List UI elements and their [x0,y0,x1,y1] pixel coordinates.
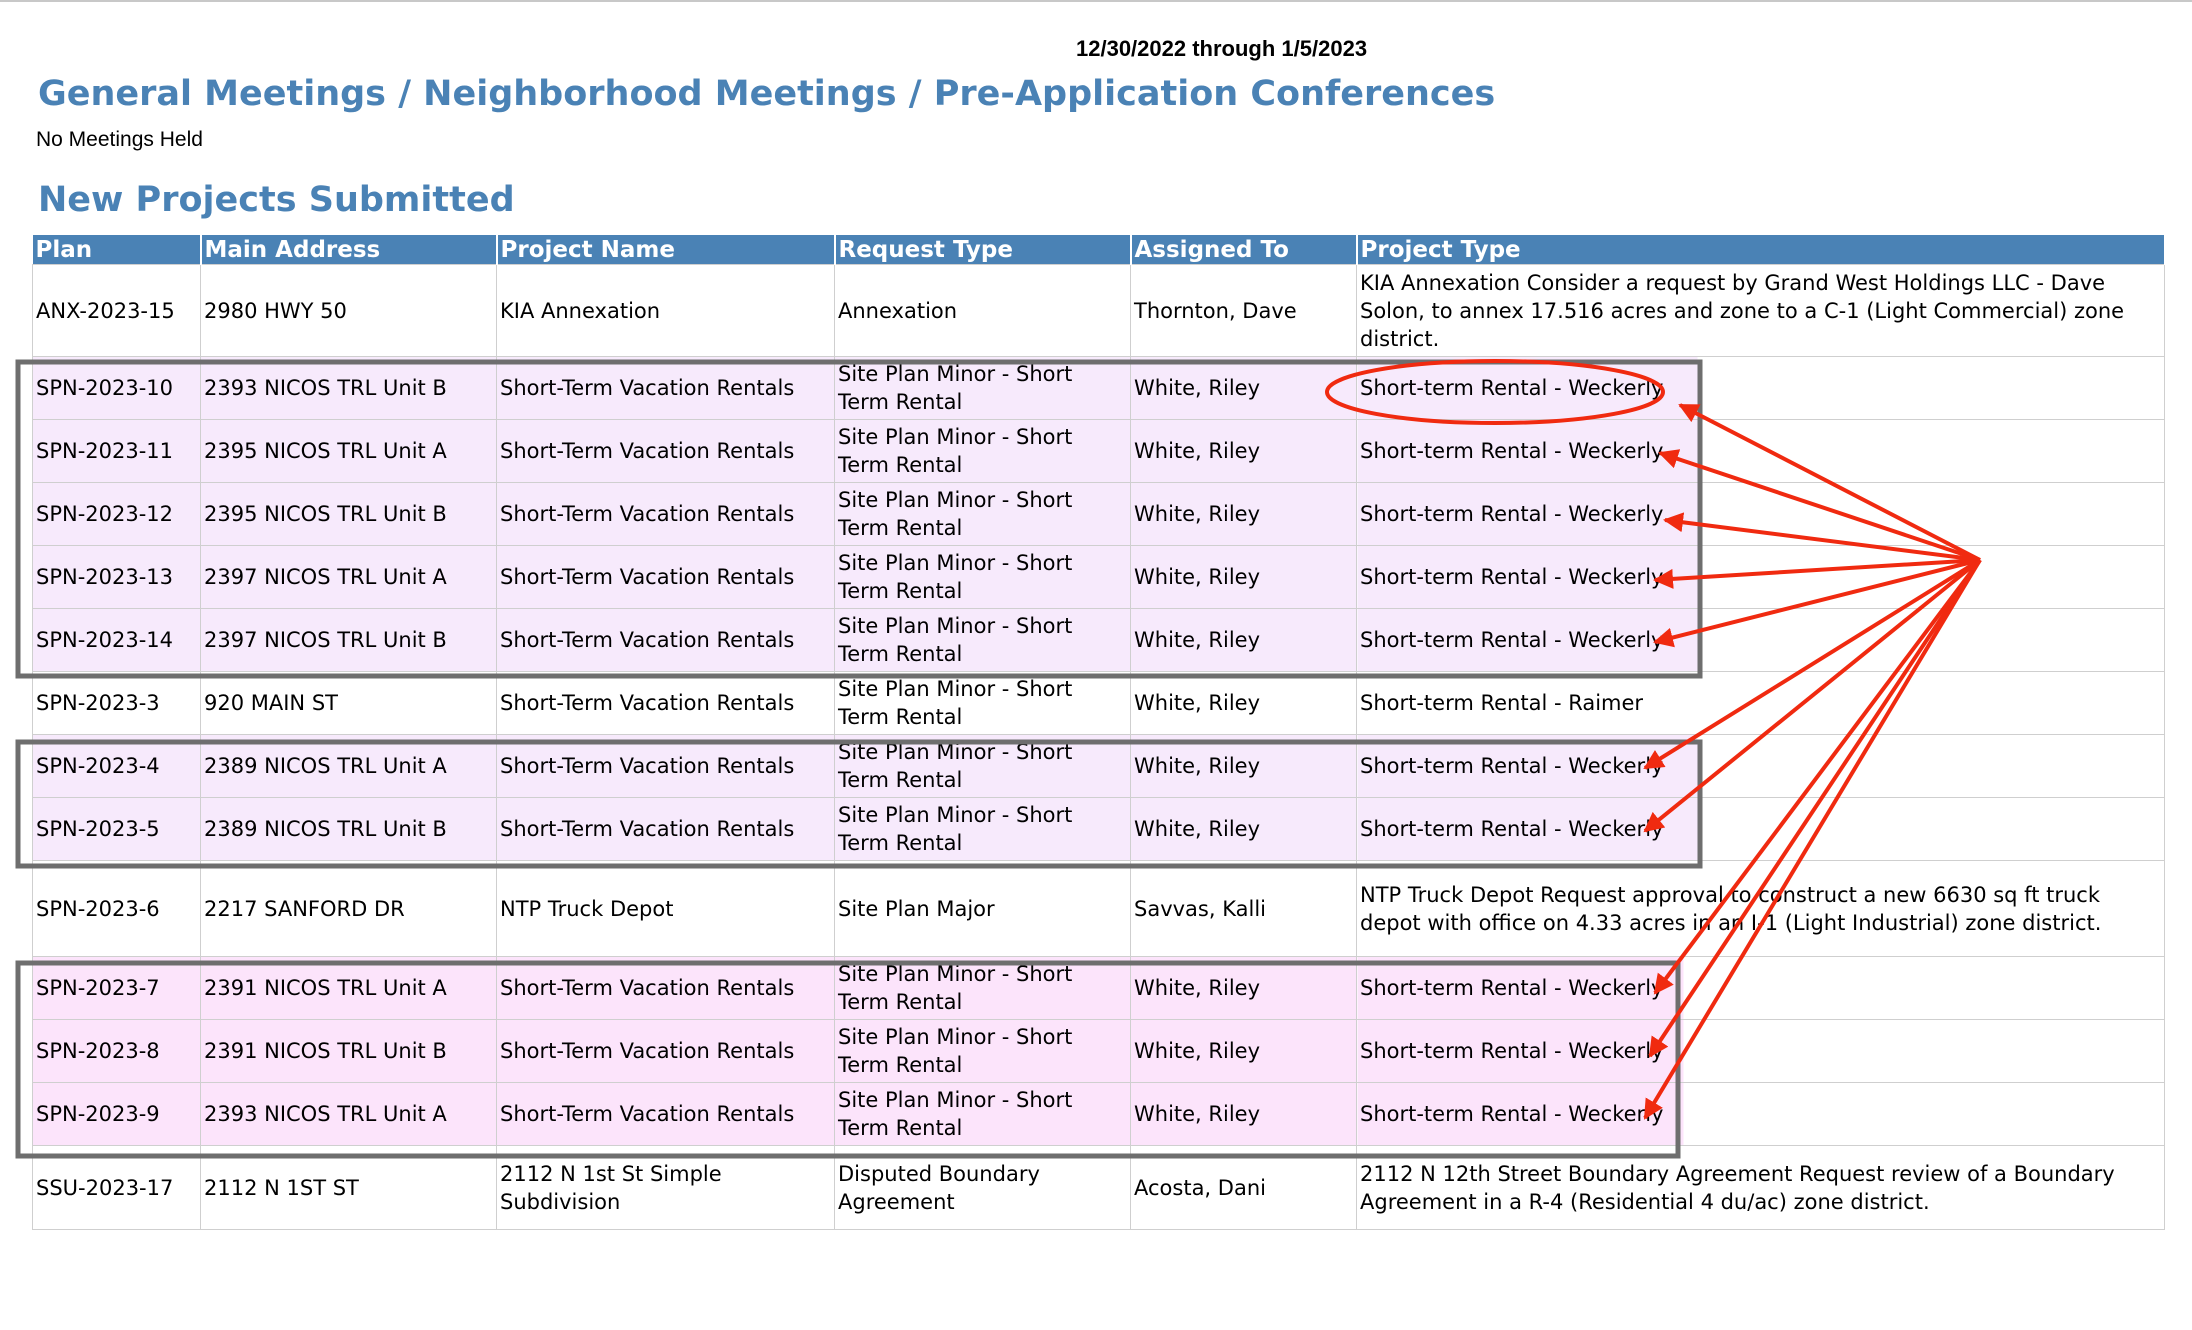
plan-cell: SPN-2023-3 [33,672,201,735]
request-type-cell: Site Plan Minor - Short Term Rental [835,1020,1131,1083]
project-type-cell: Short-term Rental - Weckerly [1357,483,2165,546]
project-name-cell: Short-Term Vacation Rentals [497,609,835,672]
address-cell: 2395 NICOS TRL Unit B [201,483,497,546]
assigned-to-cell: White, Riley [1131,1020,1357,1083]
assigned-to-cell: White, Riley [1131,798,1357,861]
table-row [33,1146,2165,1230]
address-cell: 2397 NICOS TRL Unit B [201,609,497,672]
address-cell: 2391 NICOS TRL Unit A [201,957,497,1020]
project-name-cell: Short-Term Vacation Rentals [497,546,835,609]
request-type-cell: Site Plan Minor - Short Term Rental [835,735,1131,798]
project-type-cell: Short-term Rental - Weckerly [1357,1020,2165,1083]
project-type-cell: Short-term Rental - Raimer [1357,672,2165,735]
address-cell: 2217 SANFORD DR [201,861,497,957]
plan-cell: ANX-2023-15 [33,265,201,357]
project-name-cell: Short-Term Vacation Rentals [497,483,835,546]
project-type-cell: NTP Truck Depot Request approval to construct a new 6630 sq ft truck depot with office on 4.33 acres in an I-1 (Light Industrial) zone district. [1357,861,2165,957]
address-cell: 2397 NICOS TRL Unit A [201,546,497,609]
assigned-to-cell: White, Riley [1131,609,1357,672]
project-name-cell: NTP Truck Depot [497,861,835,957]
plan-cell: SPN-2023-4 [33,735,201,798]
address-cell: 2391 NICOS TRL Unit B [201,1020,497,1083]
request-type-cell: Site Plan Minor - Short Term Rental [835,546,1131,609]
request-type-cell: Site Plan Minor - Short Term Rental [835,609,1131,672]
col-project-name: Project Name [497,235,835,265]
col-plan: Plan [33,235,201,265]
meetings-heading: General Meetings / Neighborhood Meetings / Pre-Application Conferences [38,74,1496,114]
project-type-cell: Short-term Rental - Weckerly [1357,420,2165,483]
request-type-cell: Site Plan Minor - Short Term Rental [835,483,1131,546]
project-name-cell: Short-Term Vacation Rentals [497,1020,835,1083]
meetings-note: No Meetings Held [36,128,203,151]
table-row [33,798,2165,861]
address-cell: 2395 NICOS TRL Unit A [201,420,497,483]
date-range: 12/30/2022 through 1/5/2023 [1076,36,1368,61]
table-row [33,265,2165,357]
projects-heading: New Projects Submitted [38,180,515,220]
table-row [33,1083,2165,1146]
table-row [33,1020,2165,1083]
project-type-cell: Short-term Rental - Weckerly [1357,546,2165,609]
project-name-cell: Short-Term Vacation Rentals [497,1083,835,1146]
table-row [33,735,2165,798]
request-type-cell: Site Plan Minor - Short Term Rental [835,1083,1131,1146]
project-type-cell: Short-term Rental - Weckerly [1357,957,2165,1020]
assigned-to-cell: White, Riley [1131,546,1357,609]
project-type-cell: KIA Annexation Consider a request by Grand West Holdings LLC - Dave Solon, to annex 17.516 acres and zone to a C-1 (Light Commercial) zone district. [1357,265,2165,357]
table-row [33,483,2165,546]
plan-cell: SPN-2023-5 [33,798,201,861]
project-name-cell: Short-Term Vacation Rentals [497,357,835,420]
address-cell: 2389 NICOS TRL Unit B [201,798,497,861]
plan-cell: SSU-2023-17 [33,1146,201,1230]
col-project-type: Project Type [1357,235,2165,265]
address-cell: 920 MAIN ST [201,672,497,735]
request-type-cell: Site Plan Minor - Short Term Rental [835,798,1131,861]
assigned-to-cell: White, Riley [1131,957,1357,1020]
assigned-to-cell: White, Riley [1131,357,1357,420]
col-assigned-to: Assigned To [1131,235,1357,265]
table-header-row [33,235,2165,265]
plan-cell: SPN-2023-10 [33,357,201,420]
table-row [33,672,2165,735]
plan-cell: SPN-2023-9 [33,1083,201,1146]
assigned-to-cell: White, Riley [1131,1083,1357,1146]
col-main-address: Main Address [201,235,497,265]
plan-cell: SPN-2023-7 [33,957,201,1020]
plan-cell: SPN-2023-14 [33,609,201,672]
project-name-cell: Short-Term Vacation Rentals [497,420,835,483]
request-type-cell: Disputed Boundary Agreement [835,1146,1131,1230]
project-name-cell: Short-Term Vacation Rentals [497,735,835,798]
project-name-cell: Short-Term Vacation Rentals [497,798,835,861]
table-row [33,861,2165,957]
project-type-cell: Short-term Rental - Weckerly [1357,735,2165,798]
assigned-to-cell: Thornton, Dave [1131,265,1357,357]
request-type-cell: Site Plan Minor - Short Term Rental [835,957,1131,1020]
project-type-cell: Short-term Rental - Weckerly [1357,798,2165,861]
assigned-to-cell: White, Riley [1131,672,1357,735]
project-type-cell: 2112 N 12th Street Boundary Agreement Request review of a Boundary Agreement in a R-4 (Residential 4 du/ac) zone district. [1357,1146,2165,1230]
address-cell: 2980 HWY 50 [201,265,497,357]
address-cell: 2393 NICOS TRL Unit A [201,1083,497,1146]
request-type-cell: Site Plan Major [835,861,1131,957]
project-type-cell: Short-term Rental - Weckerly [1357,609,2165,672]
request-type-cell: Site Plan Minor - Short Term Rental [835,672,1131,735]
projects-table [32,235,2166,1230]
plan-cell: SPN-2023-8 [33,1020,201,1083]
plan-cell: SPN-2023-12 [33,483,201,546]
col-request-type: Request Type [835,235,1131,265]
table-row [33,420,2165,483]
project-name-cell: Short-Term Vacation Rentals [497,672,835,735]
plan-cell: SPN-2023-13 [33,546,201,609]
plan-cell: SPN-2023-11 [33,420,201,483]
assigned-to-cell: Acosta, Dani [1131,1146,1357,1230]
project-name-cell: 2112 N 1st St Simple Subdivision [497,1146,835,1230]
table-row [33,546,2165,609]
table-row [33,957,2165,1020]
request-type-cell: Annexation [835,265,1131,357]
table-row [33,609,2165,672]
table-row [33,357,2165,420]
assigned-to-cell: White, Riley [1131,420,1357,483]
request-type-cell: Site Plan Minor - Short Term Rental [835,420,1131,483]
address-cell: 2389 NICOS TRL Unit A [201,735,497,798]
project-name-cell: KIA Annexation [497,265,835,357]
project-type-cell: Short-term Rental - Weckerly [1357,357,2165,420]
request-type-cell: Site Plan Minor - Short Term Rental [835,357,1131,420]
address-cell: 2393 NICOS TRL Unit B [201,357,497,420]
project-name-cell: Short-Term Vacation Rentals [497,957,835,1020]
top-border [0,0,2192,2]
plan-cell: SPN-2023-6 [33,861,201,957]
assigned-to-cell: White, Riley [1131,483,1357,546]
address-cell: 2112 N 1ST ST [201,1146,497,1230]
assigned-to-cell: Savvas, Kalli [1131,861,1357,957]
assigned-to-cell: White, Riley [1131,735,1357,798]
project-type-cell: Short-term Rental - Weckerly [1357,1083,2165,1146]
